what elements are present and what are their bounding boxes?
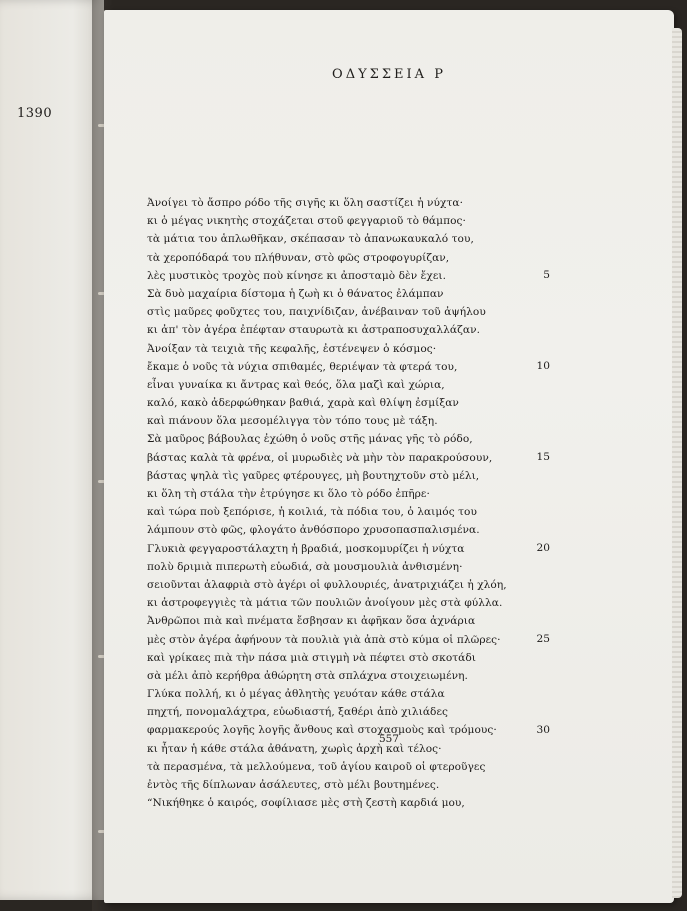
- line-number: 25: [536, 632, 550, 645]
- line-number: 10: [536, 359, 550, 372]
- line-number: 30: [536, 723, 550, 736]
- verse-line: βάστας καλὰ τὰ φρένα, οἱ μυρωδιὲς νὰ μὴν τὸν παρακρούσουν,: [147, 451, 493, 464]
- line-number: 15: [536, 450, 550, 463]
- verse-line: καὶ πιάνουν ὅλα μεσομέλιγγα τὸν τόπο τους μὲ τάξη.: [147, 415, 438, 428]
- verse-line: “Νικήθηκε ὁ καιρός, σοφίλιασε μὲς στὴ ζεστὴ καρδιά μου,: [147, 797, 465, 810]
- verse-line: στὶς μαῦρες φοῦχτες του, παιχνίδιζαν, ἀνέβαιναν τοῦ ἀψήλου: [147, 306, 486, 319]
- verse-line: κι ἀστροφεγγιὲς τὰ μάτια τῶν πουλιῶν ἀνοίγουν μὲς στὰ φύλλα.: [147, 597, 503, 610]
- verse-line: Σὰ δυὸ μαχαίρια δίστομα ἡ ζωὴ κι ὁ θάνατος ἐλάμπαν: [147, 287, 444, 300]
- verse-line: πολὺ δριμιὰ πιπερωτὴ εὐωδιά, σὰ μουσμουλιὰ ἀνθισμένη·: [147, 560, 463, 573]
- verse-line: Γλύκα πολλή, κι ὁ μέγας ἀθλητὴς γευόταν κάθε στάλα: [147, 688, 445, 701]
- line-number: 20: [536, 541, 550, 554]
- verse-line: κι ἀπ' τὸν ἀγέρα ἐπέφταν σταυρωτὰ κι ἀστραποσυχαλλάζαν.: [147, 324, 481, 337]
- page-edge: [672, 28, 682, 898]
- verse-line: τὰ χεροπόδαρά του πλήθυναν, στὸ φῶς στροφογυρίζαν,: [147, 251, 450, 264]
- running-head: ΟΔΥΣΣΕΙΑ Ρ: [332, 67, 446, 82]
- verse-line: κι ὅλη τὴ στάλα τὴν ἐτρύγησε κι ὅλο τὸ ρόδο ἐπῆρε·: [147, 488, 430, 500]
- left-page-number: 1390: [17, 106, 53, 121]
- verse-line: Ἀνθρῶποι πιὰ καὶ πνέματα ἔσβησαν κι ἀφῆκαν ὅσα ἀχνάρια: [147, 615, 476, 628]
- verse-line: κι ὁ μέγας νικητὴς στοχάζεται στοῦ φεγγαριοῦ τὸ θάμπος·: [147, 215, 466, 228]
- verse-line: Ἀνοίξαν τὰ τειχιὰ τῆς κεφαλῆς, ἐστένεψεν ὁ κόσμος·: [147, 342, 437, 355]
- verse-line: σειοῦνται ἀλαφριὰ στὸ ἀγέρι οἱ φυλλουριές, ἀνατριχιάζει ἡ χλόη,: [147, 578, 507, 591]
- verse-line: τὰ μάτια του ἁπλωθῆκαν, σκέπασαν τὸ ἀπανωκαυκαλό του,: [147, 233, 474, 246]
- verse-block: [147, 194, 547, 812]
- verse-line: καλό, κακὸ ἀδερφώθηκαν βαθιά, χαρὰ καὶ θλίψη ἐσμίξαν: [147, 397, 459, 410]
- left-page: [0, 0, 104, 900]
- verse-line: ἔκαμε ὁ νοῦς τὰ νύχια σπιθαμές, θεριέψαν τὰ φτερά του,: [147, 360, 458, 373]
- verse-line: Γλυκιὰ φεγγαροστάλαχτη ἡ βραδιά, μοσκομυρίζει ἡ νύχτα: [147, 542, 465, 555]
- verse-line: Σὰ μαῦρος βάβουλας ἐχώθη ὁ νοῦς στῆς μάνας γῆς τὸ ρόδο,: [147, 433, 473, 446]
- verse-line: κι ἦταν ἡ κάθε στάλα ἀθάνατη, χωρὶς ἀρχὴ καὶ τέλος·: [147, 742, 442, 755]
- verse-line: φαρμακερούς λογῆς λογῆς ἄνθους καὶ στοχασμοὺς καὶ τρόμους·: [147, 724, 497, 737]
- verse-line: ἐντὸς τῆς δίπλωναν ἀσάλευτες, στὸ μέλι βουτημένες.: [147, 779, 440, 791]
- verse-line: μὲς στὸν ἀγέρα ἀφήνουν τὰ πουλιὰ γιὰ ἀπὰ στὸ κύμα οἱ πλῶρες·: [147, 633, 501, 646]
- verse-line: τὰ περασμένα, τὰ μελλούμενα, τοῦ ἁγίου καιροῦ οἱ φτεροῦγες: [147, 760, 486, 773]
- verse-line: λάμπουν στὸ φῶς, φλογάτο ἀνθόσπορο χρυσοπασπαλισμένα.: [147, 524, 480, 537]
- right-page: [104, 10, 674, 903]
- line-number: 5: [543, 268, 550, 281]
- verse-line: βάστας ψηλὰ τὶς γαῦρες φτέρουγες, μὴ βουτηχτοῦν στὸ μέλι,: [147, 469, 480, 482]
- verse-line: σὰ μέλι ἀπὸ κερήθρα ἀθώρητη στὰ σπλάχνα στοιχειωμένη.: [147, 669, 468, 682]
- verse-line: εἶναι γυναίκα κι ἄντρας καὶ θεός, ὅλα μαζὶ καὶ χώρια,: [147, 378, 445, 391]
- verse-line: καὶ τώρα ποὺ ξεπόρισε, ἡ κοιλιά, τὰ πόδια του, ὁ λαιμός του: [147, 506, 477, 519]
- verse-line: λὲς μυστικὸς τροχὸς ποὺ κίνησε κι ἀποσταμὸ δὲν ἔχει.: [147, 269, 447, 282]
- verse-line: Ἀνοίγει τὸ ἄσπρο ρόδο τῆς σιγῆς κι ὅλη σαστίζει ἡ νύχτα·: [147, 197, 464, 209]
- verse-line: καὶ γρίκαες πιὰ τὴν πάσα μιὰ στιγμὴ νὰ πέφτει στὸ σκοτάδι: [147, 651, 476, 664]
- verse-line: πηχτή, πονομαλάχτρα, εὐωδιαστή, ξαθέρι ἀπὸ χιλιάδες: [147, 706, 448, 719]
- folio: 557: [378, 733, 400, 745]
